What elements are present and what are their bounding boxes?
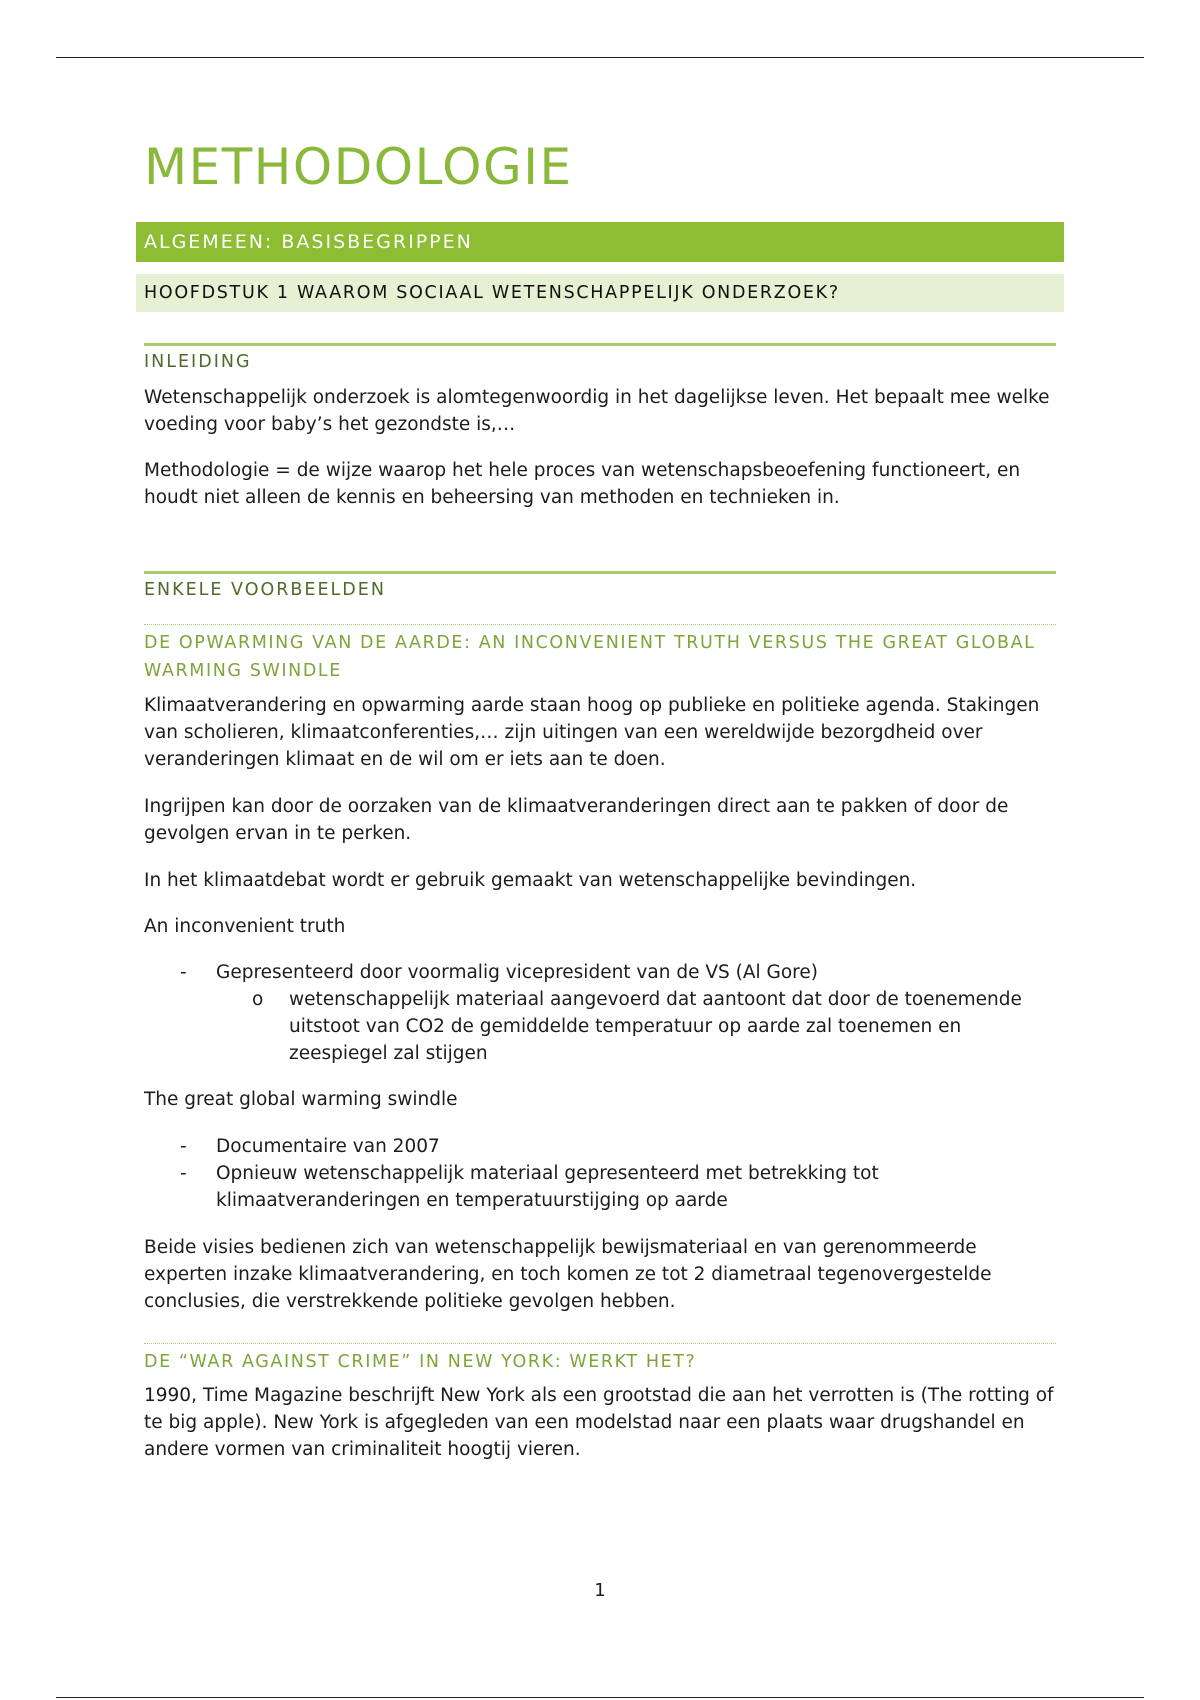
chapter-heading: HOOFDSTUK 1 WAAROM SOCIAAL WETENSCHAPPELIJK ONDERZOEK?: [136, 274, 1064, 312]
subsection-war-against-crime: [144, 1343, 1056, 1376]
war-against-crime-body: [144, 1382, 1056, 1463]
paragraph: Wetenschappelijk onderzoek is alomtegenwoordig in het dagelijkse leven. Het bepaalt mee welke voeding voor baby’s het gezondste is,…: [144, 387, 1050, 435]
list-item-text: Opnieuw wetenschappelijk materiaal gepresenteerd met betrekking tot klimaatveranderingen en temperatuurstijging op aarde: [216, 1163, 879, 1211]
section-voorbeelden: [144, 571, 1056, 600]
dash-bullet: -: [180, 1163, 187, 1184]
bullet-list: [144, 959, 1056, 1067]
circle-bullet: o: [252, 989, 264, 1010]
subsection-heading: DE OPWARMING VAN DE AARDE: AN INCONVENIENT TRUTH VERSUS THE GREAT GLOBAL WARMING SWINDLE: [144, 633, 1036, 681]
subsection-opwarming: [144, 624, 1056, 685]
paragraph: 1990, Time Magazine beschrijft New York als een grootstad die aan het verrotten is (The rotting of te big apple). New York is afgegleden van een modelstad naar een plaats waar drugshandel en andere vormen van criminaliteit hoogtij vieren.: [144, 1385, 1054, 1460]
bullet-list: [144, 1133, 1056, 1214]
paragraph: Klimaatverandering en opwarming aarde staan hoog op publieke en politieke agenda. Stakingen van scholieren, klimaatconferenties,… zijn uitingen van een wereldwijde bezorgdheid over veranderingen klimaat en de wil om er iets aan te doen.: [144, 695, 1040, 770]
paragraph: An inconvenient truth: [144, 916, 346, 937]
page-number: 1: [594, 1580, 606, 1601]
list-item: [144, 959, 1056, 986]
header-rule: [56, 57, 1144, 58]
list-item-text: Documentaire van 2007: [216, 1136, 440, 1157]
paragraph: The great global warming swindle: [144, 1089, 458, 1110]
sub-list-item: [144, 986, 1056, 1067]
section-heading: INLEIDING: [144, 352, 252, 372]
paragraph: In het klimaatdebat wordt er gebruik gemaakt van wetenschappelijke bevindingen.: [144, 870, 917, 891]
list-item-text: wetenschappelijk materiaal aangevoerd dat aantoont dat door de toenemende uitstoot van CO2 de gemiddelde temperatuur op aarde zal toenemen en zeespiegel zal stijgen: [289, 989, 1022, 1064]
opwarming-body: [144, 692, 1056, 1315]
footer-rule: [56, 1697, 1144, 1698]
list-item-text: Gepresenteerd door voormalig vicepresident van de VS (Al Gore): [216, 962, 818, 983]
subsection-heading: DE “WAR AGAINST CRIME” IN NEW YORK: WERKT HET?: [144, 1352, 697, 1372]
dash-bullet: -: [180, 962, 187, 983]
section-heading: ENKELE VOORBEELDEN: [144, 580, 386, 600]
section-inleiding: [144, 343, 1056, 372]
list-item: [144, 1160, 1056, 1214]
list-item: [144, 1133, 1056, 1160]
paragraph: Ingrijpen kan door de oorzaken van de klimaatveranderingen direct aan te pakken of door de gevolgen ervan in te perken.: [144, 796, 1009, 844]
dash-bullet: -: [180, 1136, 187, 1157]
document-title: METHODOLOGIE: [144, 138, 573, 196]
part-heading: ALGEMEEN: BASISBEGRIPPEN: [136, 222, 1064, 262]
paragraph: Methodologie = de wijze waarop het hele proces van wetenschapsbeoefening functioneert, en houdt niet alleen de kennis en beheersing van methoden en technieken in.: [144, 460, 1021, 508]
paragraph: Beide visies bedienen zich van wetenschappelijk bewijsmateriaal en van gerenommeerde experten inzake klimaatverandering, en toch komen ze tot 2 diametraal tegenovergestelde conclusies, die verstrekkende politieke gevolgen hebben.: [144, 1237, 992, 1312]
inleiding-body: [144, 384, 1056, 511]
